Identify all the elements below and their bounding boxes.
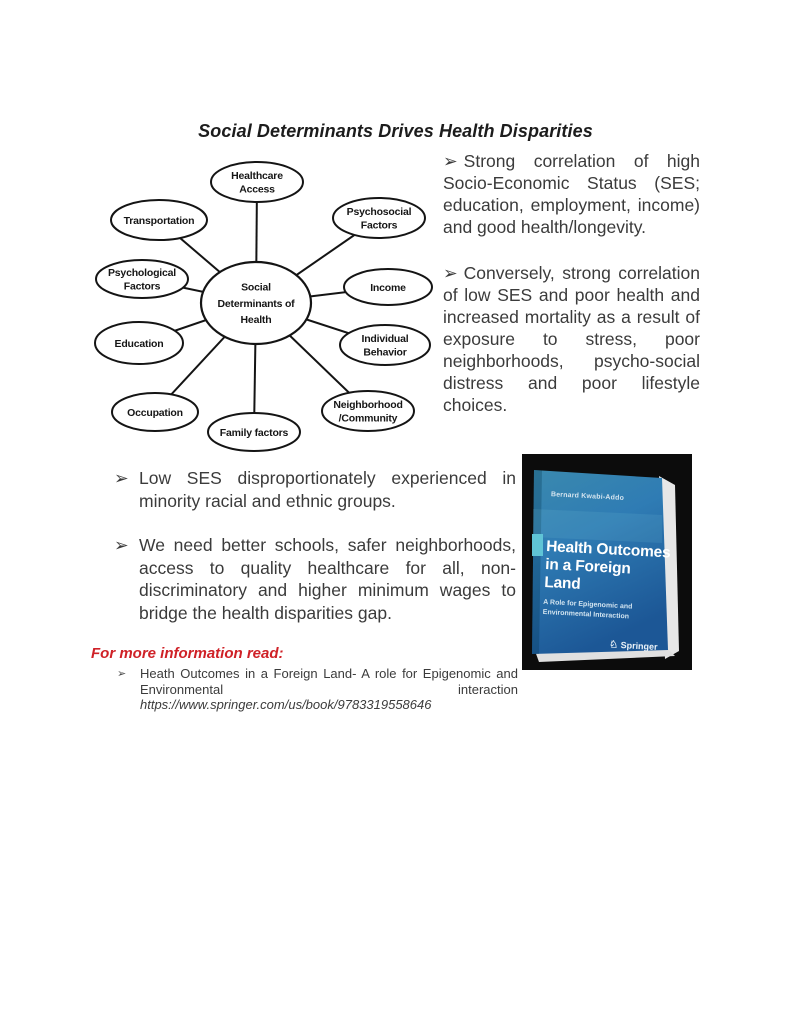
diagram-node-label: Education bbox=[114, 337, 164, 350]
list-item bbox=[112, 534, 516, 624]
springer-horse-icon: ♘ bbox=[608, 639, 619, 651]
book-cover-graphic bbox=[522, 454, 692, 670]
book-author: Bernard Kwabi-Addo bbox=[550, 491, 625, 503]
reference-title: Heath Outcomes in a Foreign Land- A role for Epigenomic and Environmental interaction bbox=[140, 666, 518, 697]
bottom-bullet-list bbox=[112, 467, 516, 646]
reference-url-link[interactable]: https://www.springer.com/us/book/9783319558646 bbox=[140, 697, 432, 712]
diagram-node-occupation bbox=[112, 393, 198, 431]
diagram-node-label: Transportation bbox=[123, 214, 195, 227]
diagram-node-individual-behavior bbox=[340, 325, 430, 365]
diagram-node-label: Individual Behavior bbox=[361, 333, 409, 359]
book-cover-photo bbox=[522, 454, 692, 670]
diagram-node-psychosocial-factors bbox=[333, 198, 425, 238]
book-subtitle-line: A Role for Epigenomic and bbox=[543, 598, 633, 611]
bullet-text: We need better schools, safer neighborhoods, access to quality healthcare for all, non-discriminatory and higher minimum wages to bridge the health disparities gap. bbox=[139, 535, 516, 623]
bullet-text: Low SES disproportionately experienced in minority racial and ethnic groups. bbox=[139, 468, 516, 511]
arrow-bullet-icon: ➢ bbox=[114, 468, 129, 488]
book-title-line: Health Outcomes bbox=[545, 538, 671, 562]
diagram-node-healthcare-access bbox=[211, 162, 303, 202]
page-title: Social Determinants Drives Health Disparities bbox=[198, 121, 593, 141]
arrow-bullet-icon: ➢ bbox=[443, 263, 458, 283]
diagram-center-node bbox=[201, 262, 311, 344]
diagram-node-label: Neighborhood /Community bbox=[333, 399, 403, 425]
diagram-node-income bbox=[344, 269, 432, 305]
diagram-node-psychological-factors bbox=[96, 260, 188, 298]
arrow-bullet-icon: ➢ bbox=[114, 535, 129, 555]
book-title-line: in a Foreign bbox=[544, 555, 632, 578]
cover-accent-square bbox=[532, 534, 543, 556]
diagram-node-neighborhood-community bbox=[322, 391, 414, 431]
diagram-node-label: Occupation bbox=[127, 406, 183, 419]
arrow-bullet-icon: ➢ bbox=[117, 668, 127, 680]
book-title-line: Land bbox=[543, 573, 581, 593]
diagram-node-family-factors bbox=[208, 413, 300, 451]
bullet-paragraph bbox=[443, 150, 700, 238]
diagram-node-label: Social Determinants of Health bbox=[217, 281, 295, 327]
bullet-text: Conversely, strong correlation of low SES and poor health and increased mortality as a result of exposure to stress, poor neighborhoods, psycho-social distress and poor lifestyle choices. bbox=[443, 263, 700, 415]
bullet-text: Strong correlation of high Socio-Economic Status (SES; education, employment, income) and good health/longevity. bbox=[443, 151, 700, 237]
reference-text bbox=[117, 666, 518, 713]
diagram-node-label: Healthcare Access bbox=[231, 170, 283, 196]
publisher-name: Springer bbox=[620, 640, 658, 652]
list-item bbox=[112, 467, 516, 512]
diagram-node-label: Psychological Factors bbox=[107, 267, 177, 293]
more-info-heading: For more information read: bbox=[91, 645, 284, 662]
diagram-node-label: Income bbox=[370, 281, 406, 294]
diagram-node-education bbox=[95, 322, 183, 364]
right-text-column bbox=[443, 150, 700, 440]
reference-item bbox=[117, 666, 518, 713]
book-subtitle-line: Environmental Interaction bbox=[542, 608, 630, 621]
diagram-node-transportation bbox=[111, 200, 207, 240]
arrow-bullet-icon: ➢ bbox=[443, 151, 458, 171]
diagram-node-label: Psychosocial Factors bbox=[346, 206, 412, 232]
diagram-node-label: Family factors bbox=[219, 426, 289, 439]
bullet-paragraph bbox=[443, 262, 700, 416]
